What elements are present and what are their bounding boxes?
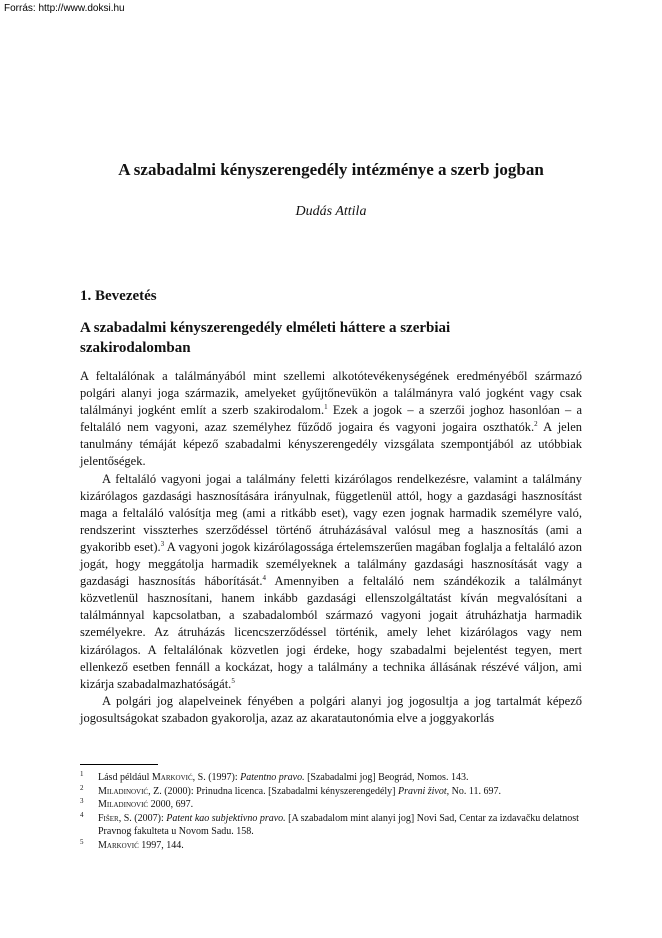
- footnote: 3 Miladinović 2000, 697.: [80, 797, 194, 810]
- footnote-ref[interactable]: 5: [231, 676, 235, 685]
- footnote-ref[interactable]: 2: [534, 420, 538, 429]
- footnote-author: Marković: [151, 772, 193, 783]
- paragraph: A feltalálónak a találmányából mint szellemi alkotótevékenységének eredményéből származó polgári alanyi joga származik, amelyeket gyűjtőnevükön a találmányra való jogként vagy csak találmányi jogként említ a szerb szakirodalom.$^1$ Ezek a jogok – a szerzői joghoz hasonlóan – a feltaláló nem vagyoni, azaz személyhez fűződő jogaira és vagyoni jogaira oszthatók.$^2$ A jelen tanulmány témáját képező szabadalmi kényszerengedély vizsgálata szempontjából az utóbbiak jelentőségek.: [80, 369, 582, 469]
- author-name: Dudás Attila: [295, 204, 367, 219]
- body-text: [80, 368, 582, 727]
- footnotes: [80, 771, 582, 852]
- footnote-ref[interactable]: 4: [262, 573, 266, 582]
- footnote-author: Miladinović: [98, 785, 149, 797]
- footnote-divider: [80, 764, 158, 765]
- footnote-author: Marković: [98, 839, 139, 851]
- paragraph: A polgári jog alapelveinek fényében a polgári alanyi jog jogosultja a jog tartalmát képező jogosultságokat szabadon gyakorolja, azaz az akaratautonómia elve a joggyakorlás: [80, 693, 582, 725]
- footnote: 5 Marković 1997, 144.: [80, 837, 184, 851]
- footnote-author: Fišer: [98, 812, 119, 824]
- footnote-ref[interactable]: 3: [160, 539, 165, 548]
- source-line: Forrás: http://www.doksi.hu: [4, 3, 125, 14]
- footnote-ref[interactable]: 1: [324, 403, 328, 412]
- footnote: 2 Miladinović, Z. (2000): Prinudna licenca. [Szabadalmi kényszerengedély] Pravni život, No. 11. 697.: [80, 783, 501, 797]
- section-heading: 1. Bevezetés: [80, 288, 157, 304]
- footnote-author: Miladinović: [98, 799, 149, 810]
- paragraph: A feltaláló vagyoni jogai a találmány feletti kizárólagos rendelkezésre, valamint a találmány kizárólagos gazdasági hasznosítására irányulnak, függetlenül attól, hogy a gazdasági hasznosítást maga a feltaláló valósítja meg (ami a ritkább eset), vagy ezen jognak harmadik személyre való, rendszerint visszterhes szerződéssel történő átruházásával valósul meg a hasznosítás (ami a gyakoribb eset).$^3$ A vagyoni jogok kizárólagossága értelemszerűen magában foglalja a feltaláló azon jogát, hogy meggátolja harmadik személyeknek a találmány gazdasági hasznosítását vagy a gazdasági hasznosítás háborítását.$^4$ Amennyiben a feltaláló nem szándékozik a találmányt közvetlenül hasznosítani, hanem inkább gazdasági ellenszolgáltatást kíván megvalósítani a találmánnyal kapcsolatban, a szabadalomból származó vagyoni jogait átruházhatja harmadik személyekre. Az átruházás licencszerződéssel történik, amely lehet kizárólagos vagy nem kizárólagos. A feltalálónak közvetlen jogi érdeke, hogy szabadalmi bejelentést tegyen, mert ellenkező esetben fennáll a kockázat, hogy a találmány a technika állásának részévé váljon, ami kizárja szabadalmazhatóságát.$^5$: [80, 471, 583, 691]
- footnote: 1 Lásd például Marković, S. (1997): Patentno pravo. [Szabadalmi jog] Beográd, Nomos. 143.: [80, 770, 469, 783]
- footnote: 4 Fišer, S. (2007): Patent kao subjektivno pravo. [A szabadalom mint alanyi jog] Novi Sad, Centar za izdavačku delatnost Pravnog fakulteta u Novom Sadu. 158.: [80, 810, 579, 837]
- page-title: A szabadalmi kényszerengedély intézménye a szerb jogban: [118, 160, 544, 179]
- subsection-heading: A szabadalmi kényszerengedély elméleti háttere a szerbiai szakirodalomban: [80, 320, 451, 356]
